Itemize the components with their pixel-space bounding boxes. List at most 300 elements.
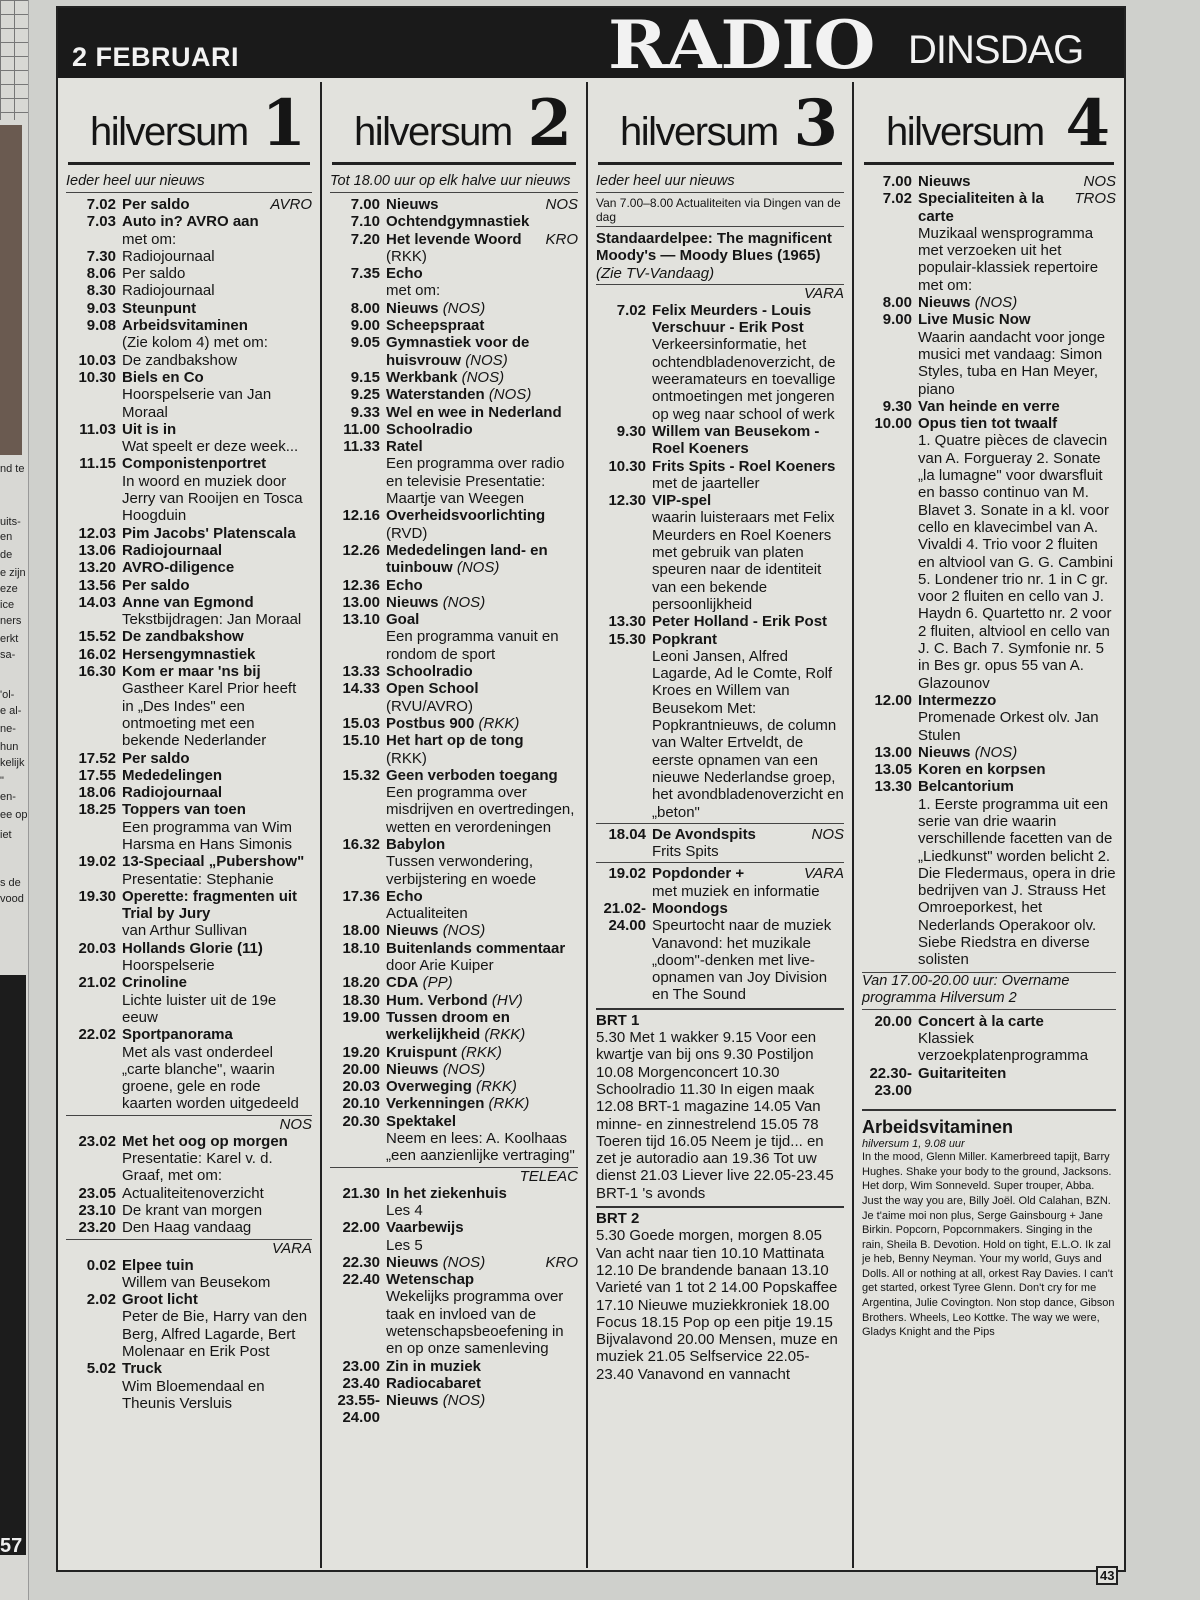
- program-content: [122, 317, 312, 352]
- program-time: 9.00: [350, 317, 380, 335]
- program-title: Gymnastiek voor de huisvrouw: [386, 334, 530, 369]
- program-title: Kom er maar 'ns bij: [122, 663, 261, 681]
- program-description: Tussen verwondering, verbijstering en woede: [386, 853, 537, 888]
- program-row: [330, 577, 578, 594]
- program-description: Muzikaal wensprogramma met verzoeken uit het populair-klassiek repertoire met om:: [918, 224, 1099, 294]
- page-header: [58, 6, 1124, 84]
- program-content: [386, 1254, 578, 1271]
- program-description: Verkeersinformatie, het ochtendbladenoverzicht, de weeramateurs en toevallige ontmoetingen met jongeren op weg naar school of werk: [652, 336, 836, 423]
- program-row: [66, 300, 312, 317]
- column-hilversum-3: [588, 82, 854, 1568]
- program-time: 7.10: [350, 213, 380, 231]
- broadcaster-tag: AVRO: [270, 196, 312, 213]
- program-row: [66, 559, 312, 576]
- program-time: 18.25: [78, 801, 116, 819]
- program-row: [66, 1257, 312, 1292]
- program-time: 9.00: [882, 311, 912, 329]
- header-date: 2 FEBRUARI: [72, 42, 240, 72]
- program-title: AVRO-diligence: [122, 559, 235, 577]
- program-row: [330, 369, 578, 386]
- program-content: [122, 421, 312, 456]
- program-content: [122, 628, 312, 645]
- program-broadcaster: (NOS): [461, 368, 505, 386]
- program-broadcaster: (NOS): [442, 299, 486, 317]
- program-content: [386, 1009, 578, 1044]
- adjacent-text-fragment: e zijn: [0, 567, 26, 579]
- broadcaster-label: NOS: [66, 1115, 312, 1133]
- program-row: [330, 594, 578, 611]
- column-hilversum-4: [854, 82, 1124, 1568]
- program-content: [122, 1360, 312, 1412]
- adjacent-text-fragment: ee op: [0, 809, 28, 821]
- brt2-title: BRT 2: [596, 1210, 640, 1228]
- arbeidsvitaminen-title: Arbeidsvitaminen: [862, 1109, 1116, 1138]
- program-time: 11.03: [79, 420, 116, 438]
- program-title: Belcantorium: [918, 778, 1014, 796]
- arbeidsvitaminen-subtitle: hilversum 1, 9.08 uur: [862, 1138, 965, 1151]
- program-time: 18.00: [342, 922, 380, 940]
- program-content: [386, 940, 578, 975]
- program-time: 12.03: [78, 524, 116, 542]
- station-number: 3: [793, 86, 838, 161]
- program-row: [862, 173, 1116, 190]
- program-content: [386, 732, 578, 767]
- program-title: Nieuws: [386, 299, 439, 317]
- program-broadcaster: (NOS): [442, 1392, 486, 1410]
- program-content: [918, 1013, 1116, 1065]
- standaardelpee-ref: (Zie TV-Vandaag): [596, 264, 715, 282]
- program-content: [386, 594, 578, 611]
- program-time: 19.20: [342, 1043, 380, 1061]
- program-broadcaster: (NOS): [488, 386, 532, 404]
- program-row: [66, 940, 312, 975]
- adjacent-page-strip: [0, 0, 29, 1600]
- program-description: Peter de Bie, Harry van den Berg, Alfred Lagarde, Bert Molenaar en Erik Post: [122, 1308, 308, 1360]
- adjacent-text-fragment: iet: [0, 829, 12, 841]
- program-time: 19.00: [342, 1008, 380, 1026]
- program-time: 18.04: [608, 825, 646, 843]
- program-broadcaster: (RKK): [476, 1078, 517, 1096]
- program-row: [66, 525, 312, 542]
- program-title: Nieuws: [386, 1253, 439, 1271]
- program-title: Echo: [386, 265, 423, 283]
- divider: [596, 862, 844, 863]
- program-content: [122, 455, 312, 524]
- program-row: [330, 836, 578, 888]
- program-content: [386, 767, 578, 836]
- program-content: [652, 458, 844, 493]
- program-title: Crinoline: [122, 974, 188, 992]
- program-title: Zin in muziek: [386, 1357, 482, 1375]
- program-content: [386, 196, 578, 213]
- column-hilversum-1: [58, 82, 322, 1568]
- program-time: 10.30: [608, 457, 646, 475]
- program-list: [862, 173, 1116, 969]
- program-row: [330, 213, 578, 230]
- program-time: 13.06: [78, 541, 116, 559]
- broadcaster-label: VARA: [596, 284, 844, 302]
- brt1-title: BRT 1: [596, 1011, 640, 1029]
- program-title: Willem van Beusekom - Roel Koeners: [652, 422, 820, 458]
- program-description: (RKK): [386, 749, 427, 767]
- program-content: [386, 611, 578, 663]
- program-title: Verkenningen: [386, 1095, 485, 1113]
- program-description: Frits Spits: [652, 843, 719, 861]
- program-content: [386, 334, 578, 369]
- program-row: [862, 311, 1116, 397]
- program-title: Concert à la carte: [918, 1012, 1044, 1030]
- program-title: Wel en wee in Nederland: [386, 403, 562, 421]
- program-description: (Zie kolom 4) met om:: [122, 334, 268, 352]
- arbeidsvitaminen-playlist: In the mood, Glenn Miller. Kamerbreed tapijt, Barry Hughes. Shake your body to the ground, Jacksons. Het dorp, Wim Sonneveld. Super trouper, Abba. Just the way you are, Billy Joël. Old Calahan, BZN. Je t'aime moi non plus, Serge Gainsbourg + Jane Birkin. Popcorn, Popcornmakers. Singing in the rain, Sheila B. Devotion. Hold on tight, E.L.O. Ik zal je heb, Benny Neyman. Your my world, Guys and Dolls. All or nothing at all, orkest Ray Davies. I can't get started, orkest Tyree Glenn. Don't cry for me Argentina, Julie Covington. Non stop dance, Gibson Brothers. Wheels, Leo Kottke. The way we were, Gladys Knight and the Pips: [862, 1151, 1115, 1339]
- program-row: [596, 826, 844, 861]
- program-time: 10.30: [78, 368, 116, 386]
- program-broadcaster: (NOS): [974, 743, 1018, 761]
- program-content: [122, 801, 312, 853]
- program-content: [122, 196, 312, 213]
- station-heading: [864, 82, 1114, 165]
- program-title: Mededelingen land- en tuinbouw: [386, 541, 548, 577]
- program-row: [330, 1113, 578, 1165]
- program-row: [862, 761, 1116, 778]
- program-description: Actualiteitenoverzicht: [122, 1184, 264, 1202]
- program-row: [330, 663, 578, 680]
- adjacent-text-fragment: e al-: [0, 705, 22, 717]
- program-title: Geen verboden toegang: [386, 766, 558, 784]
- column-intro: Tot 18.00 uur op elk halve uur nieuws: [330, 173, 578, 193]
- program-row: [330, 1271, 578, 1357]
- program-time: 13.00: [874, 743, 912, 761]
- header-day: DINSDAG: [908, 28, 1084, 72]
- program-time: 7.30: [86, 247, 116, 265]
- program-broadcaster: (NOS): [442, 593, 486, 611]
- program-title: Operette: fragmenten uit Trial by Jury: [122, 887, 298, 923]
- adjacent-text-fragment: en: [0, 531, 13, 543]
- program-content: [652, 865, 844, 900]
- program-time: 23.00: [342, 1357, 380, 1375]
- program-description: Leoni Jansen, Alfred Lagarde, Ad le Comte, Rolf Kroes en Willem van Beusekom Met: Popkrantnieuws, de column van Walter Ertveldt, de eerste opnamen van een nieuwe Nederlandse groep, het avondbladenoverzicht en „beton": [652, 647, 844, 821]
- program-description: Den Haag vandaag: [122, 1219, 252, 1237]
- program-content: [386, 404, 578, 421]
- program-content: [386, 1375, 578, 1392]
- program-title: Schoolradio: [386, 420, 473, 438]
- adjacent-text-fragment: ne-: [0, 723, 16, 735]
- program-description: (RVU/AVRO): [386, 697, 473, 715]
- program-title: Nieuws: [386, 593, 439, 611]
- program-content: [122, 1257, 312, 1292]
- program-time: 23.02: [78, 1132, 116, 1150]
- program-row: [330, 542, 578, 577]
- program-row: [330, 1375, 578, 1392]
- program-row: [66, 421, 312, 456]
- program-time: 12.36: [342, 576, 380, 594]
- program-content: [122, 1202, 312, 1219]
- program-time: 8.30: [86, 282, 116, 300]
- program-row: [66, 1133, 312, 1185]
- divider: [596, 823, 844, 824]
- program-title: Guitariteiten: [918, 1064, 1007, 1082]
- program-content: [918, 190, 1116, 294]
- program-content: [386, 421, 578, 438]
- program-row: [66, 265, 312, 282]
- program-time: 22.00: [342, 1219, 380, 1237]
- station-number: 4: [1065, 86, 1110, 161]
- program-description: Radiojournaal: [122, 282, 215, 300]
- program-title: Anne van Egmond: [122, 593, 254, 611]
- program-title: Popkrant: [652, 630, 718, 648]
- program-list: [596, 284, 844, 1004]
- station-heading: [598, 82, 842, 165]
- program-description: De krant van morgen: [122, 1201, 263, 1219]
- program-row: [66, 1185, 312, 1202]
- program-title: Wetenschap: [386, 1271, 475, 1289]
- program-row: [596, 492, 844, 613]
- program-time: 21.02-24.00: [603, 899, 646, 935]
- program-content: [386, 213, 578, 230]
- program-content: [652, 631, 844, 821]
- program-broadcaster: (RKK): [478, 714, 520, 732]
- program-description: Radiojournaal: [122, 247, 215, 265]
- program-time: 8.00: [350, 299, 380, 317]
- program-content: [386, 507, 578, 542]
- program-time: 9.05: [350, 334, 380, 352]
- program-content: [122, 265, 312, 282]
- photo-fragment-dark: [0, 975, 26, 1555]
- program-content: [122, 767, 312, 784]
- program-row: [862, 1013, 1116, 1065]
- program-title: In het ziekenhuis: [386, 1184, 507, 1202]
- program-description: 1. Eerste programma uit een serie van drie waarin verschillende facetten van de „Liedkunst" worden belicht 2. Die Fledermaus, opera in drie bedrijven van J. Strauss Het Omroeporkest, het Nederlands Operakoor olv. Siebe Riedstra en diverse solisten: [918, 795, 1116, 969]
- station-name: hilversum: [354, 110, 512, 154]
- program-content: [386, 1358, 578, 1375]
- program-title: Radiojournaal: [122, 784, 223, 802]
- program-time: 13.10: [342, 611, 380, 629]
- column-note: Van 7.00–8.00 Actualiteiten via Dingen van de dag: [596, 196, 844, 227]
- program-row: [862, 1065, 1116, 1100]
- program-time: 16.32: [342, 835, 380, 853]
- program-time: 23.05: [78, 1184, 116, 1202]
- broadcaster-tag: KRO: [545, 1253, 578, 1271]
- program-row: [66, 801, 312, 853]
- program-description: Wekelijks programma over taak en invloed van de wetenschapsbeoefening in en op onze samenleving: [386, 1288, 564, 1358]
- broadcaster-label: TELEAC: [330, 1167, 578, 1185]
- program-time: 15.30: [608, 630, 646, 648]
- program-row: [330, 680, 578, 715]
- program-content: [122, 352, 312, 369]
- program-content: [386, 317, 578, 334]
- program-description: Een programma over misdrijven en overtredingen, wetten en verordeningen: [386, 784, 575, 836]
- brt1-listing: 5.30 Met 1 wakker 9.15 Voor een kwartje van bij ons 9.30 Postiljon 10.08 Morgenconcert 10.30 Schoolradio 11.30 In eigen maak 12.08 BRT-1 magazine 14.05 Van minne- en zinnestrelend 15.05 78 Toeren tijd 16.05 Neem je tijd... en zet je autoradio aan 19.36 Tot uw dienst 21.03 Liever live 22.05-23.45 BRT-1 's avonds: [596, 1029, 834, 1202]
- station-heading: [68, 82, 310, 165]
- program-time: 12.16: [342, 507, 380, 525]
- program-description: (RKK): [386, 247, 427, 265]
- program-time: 17.55: [78, 766, 116, 784]
- program-time: 9.15: [350, 368, 380, 386]
- program-time: 17.36: [342, 887, 380, 905]
- program-time: 8.06: [86, 265, 116, 283]
- program-row: [596, 631, 844, 821]
- program-content: [386, 1185, 578, 1220]
- program-title: Nieuws: [386, 1060, 439, 1078]
- program-title: Felix Meurders - Louis Verschuur - Erik Post: [652, 301, 812, 337]
- adjacent-text-fragment: s de: [0, 877, 21, 889]
- program-row: [862, 744, 1116, 761]
- program-title: Kruispunt: [386, 1043, 457, 1061]
- program-description: Willem van Beusekom: [122, 1273, 271, 1291]
- program-row: [66, 767, 312, 784]
- program-title: Echo: [386, 576, 423, 594]
- program-time: 7.02: [616, 301, 646, 319]
- program-row: [66, 646, 312, 663]
- program-title: Steunpunt: [122, 299, 197, 317]
- program-content: [386, 836, 578, 888]
- program-time: 8.00: [882, 294, 912, 312]
- program-list: [66, 196, 312, 1412]
- program-row: [66, 455, 312, 524]
- program-row: [66, 577, 312, 594]
- program-content: [386, 1078, 578, 1095]
- program-broadcaster: (RKK): [461, 1043, 502, 1061]
- column-hilversum-2: [322, 82, 588, 1568]
- program-title: Hum. Verbond: [386, 991, 488, 1009]
- program-content: [122, 577, 312, 594]
- program-row: [66, 1202, 312, 1219]
- program-content: [122, 646, 312, 663]
- program-content: [386, 663, 578, 680]
- program-content: [918, 415, 1116, 692]
- program-time: 11.00: [343, 420, 380, 438]
- broadcaster-tag: VARA: [803, 865, 844, 883]
- broadcaster-tag: NOS: [545, 196, 578, 213]
- program-title: Per saldo: [122, 749, 190, 767]
- program-time: 10.03: [78, 351, 116, 369]
- program-title: Spektakel: [386, 1112, 457, 1130]
- program-time: 9.03: [86, 299, 116, 317]
- program-title: Werkbank: [386, 368, 458, 386]
- program-description: Neem en lees: A. Koolhaas „een aanzienlijke vertraging": [386, 1130, 575, 1165]
- program-content: [386, 1061, 578, 1078]
- program-row: [330, 1009, 578, 1044]
- program-time: 7.02: [882, 190, 912, 208]
- program-broadcaster: (RKK): [484, 1026, 526, 1044]
- program-row: [330, 1061, 578, 1078]
- program-description: Wat speelt er deze week...: [122, 438, 299, 456]
- program-description: (RVD): [386, 524, 428, 542]
- program-row: [330, 940, 578, 975]
- program-time: 19.02: [608, 865, 646, 883]
- program-time: 10.00: [874, 415, 912, 433]
- program-title: Het levende Woord: [386, 230, 522, 248]
- program-title: Hersengymnastiek: [122, 645, 256, 663]
- program-time: 23.10: [78, 1201, 116, 1219]
- program-content: [122, 525, 312, 542]
- program-row: [330, 231, 578, 266]
- program-title: Van heinde en verre: [918, 397, 1060, 415]
- program-content: [122, 1133, 312, 1185]
- program-row: [330, 404, 578, 421]
- program-time: 13.00: [342, 593, 380, 611]
- broadcaster-tag: NOS: [1083, 173, 1116, 190]
- program-time: 9.33: [350, 403, 380, 421]
- program-title: Tussen droom en werkelijkheid: [386, 1008, 510, 1044]
- program-row: [330, 1095, 578, 1112]
- photo-fragment: [0, 125, 22, 455]
- program-row: [330, 1254, 578, 1271]
- program-content: [122, 300, 312, 317]
- program-time: 12.00: [874, 691, 912, 709]
- program-title: Per saldo: [122, 576, 190, 594]
- program-row: [66, 1291, 312, 1360]
- program-row: [66, 663, 312, 749]
- brt1-block: [596, 1008, 844, 1202]
- program-title: Sportpanorama: [122, 1026, 233, 1044]
- program-time: 20.00: [342, 1060, 380, 1078]
- page-number: 43: [1096, 1566, 1118, 1585]
- program-content: [386, 265, 578, 300]
- program-title: De Avondspits: [652, 825, 756, 843]
- adjacent-text-fragment: vood: [0, 893, 24, 905]
- header-title: RADIO: [608, 6, 875, 84]
- program-title: Frits Spits - Roel Koeners: [652, 457, 836, 475]
- broadcaster-tag: KRO: [545, 230, 578, 248]
- adjacent-text-fragment: 'ol-: [0, 689, 15, 701]
- program-row: [330, 1219, 578, 1254]
- program-content: [386, 300, 578, 317]
- program-row: [330, 1392, 578, 1427]
- program-description: Met als vast onderdeel „carte blanche", waarin groene, gele en rode kaarten worden uitgedeeld: [122, 1043, 299, 1113]
- program-time: 7.00: [350, 196, 380, 213]
- program-time: 23.20: [78, 1219, 116, 1237]
- station-name: hilversum: [620, 110, 778, 154]
- program-description: In woord en muziek door Jerry van Rooijen en Tosca Hoogduin: [122, 472, 303, 525]
- program-time: 18.10: [342, 939, 380, 957]
- program-row: [596, 423, 844, 458]
- program-row: [330, 1358, 578, 1375]
- adjacent-text-fragment: nd te: [0, 463, 25, 475]
- program-time: 7.00: [882, 173, 912, 190]
- program-row: [330, 317, 578, 334]
- program-row: [66, 784, 312, 801]
- program-content: [122, 213, 312, 248]
- program-content: [122, 369, 312, 421]
- program-title: Met het oog op morgen: [122, 1132, 288, 1150]
- program-broadcaster: (RKK): [488, 1095, 530, 1113]
- program-row: [330, 300, 578, 317]
- program-description: Een programma van Wim Harsma en Hans Simonis: [122, 818, 293, 853]
- program-row: [66, 542, 312, 559]
- program-row: [330, 1044, 578, 1061]
- program-row: [330, 507, 578, 542]
- program-time: 15.10: [342, 732, 380, 750]
- program-description: Actualiteiten: [386, 905, 468, 923]
- program-time: 13.56: [78, 576, 116, 594]
- broadcaster-tag: NOS: [811, 825, 844, 843]
- program-content: [122, 282, 312, 299]
- program-title: Open School: [386, 680, 479, 698]
- program-time: 14.03: [78, 593, 116, 611]
- program-title: Buitenlands commentaar: [386, 939, 566, 957]
- program-time: 11.33: [343, 438, 380, 456]
- program-time: 12.30: [608, 492, 646, 510]
- program-content: [122, 853, 312, 888]
- program-time: 13.20: [78, 559, 116, 577]
- program-row: [66, 282, 312, 299]
- program-content: [652, 826, 844, 861]
- program-time: 13.30: [608, 613, 646, 631]
- program-row: [596, 613, 844, 630]
- program-title: Scheepspraat: [386, 317, 485, 335]
- program-content: [386, 680, 578, 715]
